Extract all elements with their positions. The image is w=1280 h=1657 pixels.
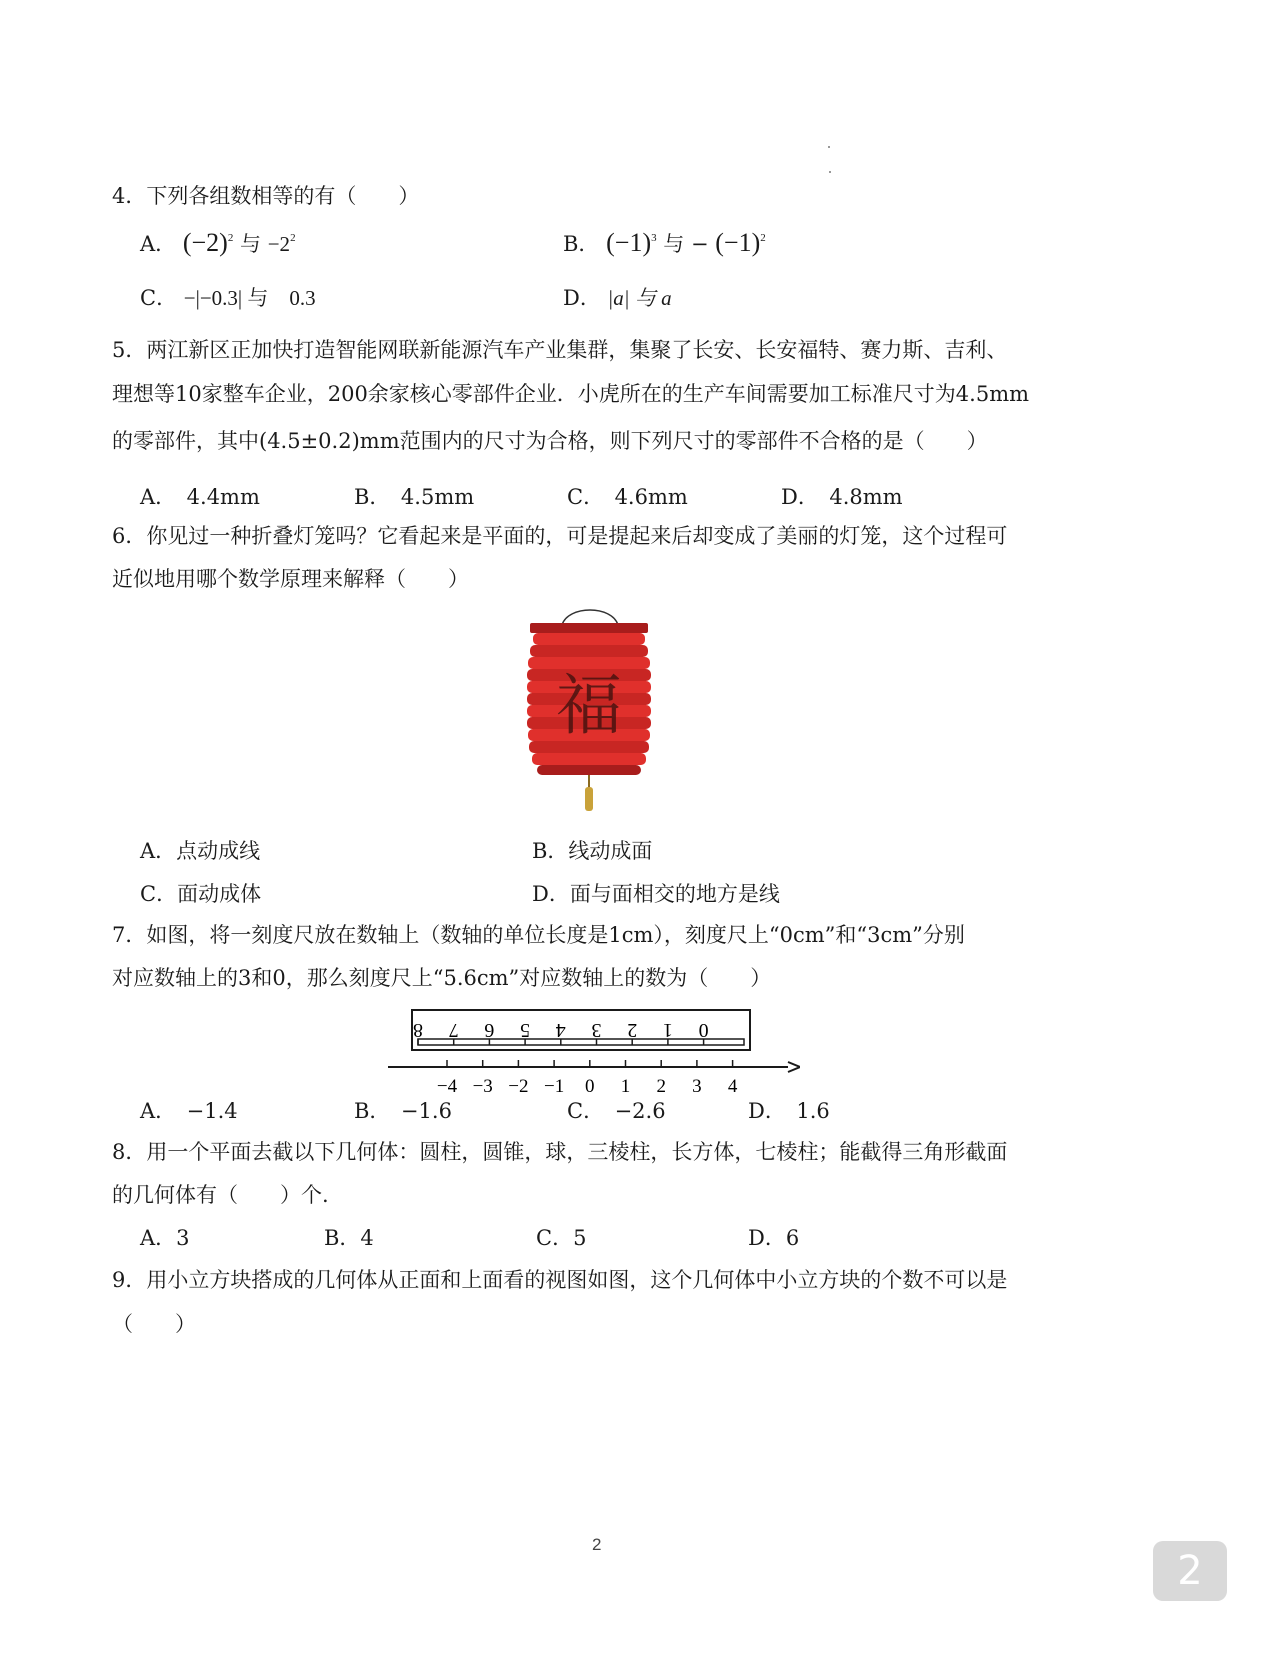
ruler-number-line-figure	[380, 1008, 800, 1100]
q4-option-d	[563, 282, 672, 312]
q6-option-b: B．线动成面	[532, 839, 653, 863]
q7-option-d: D． 1.6	[748, 1099, 830, 1123]
scan-speck	[829, 171, 831, 173]
q4-option-a	[140, 228, 296, 258]
math-base: (−1)	[606, 228, 652, 257]
q5-line-3: 的零部件，其中(4.5±0.2)mm范围内的尺寸为合格，则下列尺寸的零部件不合格的是（ ）	[112, 429, 988, 453]
axis-tick-label: 2	[656, 1076, 666, 1097]
option-label: B．	[563, 232, 600, 256]
page-badge[interactable]: 2	[1153, 1541, 1227, 1601]
option-label: C．	[140, 286, 178, 310]
math-exponent: 2	[227, 232, 234, 244]
ruler-mark-label: 7	[448, 1019, 459, 1041]
ruler-mark-label: 1	[662, 1019, 673, 1041]
q8-option-d: D．6	[748, 1226, 800, 1250]
math-base: (−2)	[182, 228, 228, 257]
option-text: −|−0.3| 与 0.3	[183, 286, 316, 310]
axis-tick-label: −2	[508, 1076, 529, 1097]
q9-line-2: （ ）	[112, 1312, 196, 1336]
q8-line-1: 8．用一个平面去截以下几何体：圆柱，圆锥，球，三棱柱，长方体，七棱柱；能截得三角形截面	[112, 1140, 1008, 1164]
q6-line-1: 6．你见过一种折叠灯笼吗？它看起来是平面的，可是提起来后却变成了美丽的灯笼，这个过程可	[112, 524, 1008, 548]
q5-line-1: 5．两江新区正加快打造智能网联新能源汽车产业集群，集聚了长安、长安福特、赛力斯、吉利、	[112, 338, 1008, 362]
math-base: −2	[267, 232, 291, 256]
axis-tick-label: 0	[585, 1076, 595, 1097]
axis-tick-label: −1	[543, 1076, 565, 1097]
q6-option-a: A．点动成线	[140, 839, 261, 863]
connector: 与 −	[663, 232, 709, 256]
lantern-character: 福	[556, 667, 622, 744]
ruler-mark-label: 2	[627, 1019, 638, 1041]
ruler-mark-label: 3	[591, 1019, 602, 1041]
option-text: |a| 与 a	[607, 286, 672, 310]
math-exponent: 3	[651, 232, 657, 244]
q7-option-b: B． −1.6	[354, 1099, 452, 1123]
connector: 与	[240, 232, 268, 256]
ruler-mark-label: 8	[413, 1019, 423, 1041]
q8-line-2: 的几何体有（ ）个.	[112, 1183, 329, 1207]
q9-line-1: 9．用小立方块搭成的几何体从正面和上面看的视图如图，这个几何体中小立方块的个数不可以是	[112, 1268, 1008, 1292]
ruler-mark-label: 0	[698, 1019, 709, 1041]
q8-option-b: B．4	[324, 1226, 374, 1250]
q7-option-c: C． −2.6	[567, 1099, 666, 1123]
ruler-scale-strip	[418, 1039, 744, 1045]
q5-line-2: 理想等10家整车企业，200余家核心零部件企业．小虎所在的生产车间需要加工标准尺寸为4.5mm	[112, 382, 1030, 406]
q4-option-b	[563, 228, 766, 258]
axis-tick-label: 4	[727, 1076, 738, 1097]
q4-option-c	[140, 282, 316, 312]
ruler-mark-label: 4	[555, 1019, 566, 1041]
folding-lantern-image	[520, 603, 660, 828]
q5-option-b: B． 4.5mm	[354, 485, 475, 509]
axis-tick-label: −3	[472, 1076, 493, 1097]
q8-option-a: A．3	[140, 1226, 190, 1250]
axis-tick-label: 1	[620, 1076, 631, 1097]
q4-stem: 4．下列各组数相等的有（ ）	[112, 184, 420, 208]
ruler-mark-label: 6	[484, 1019, 495, 1041]
math-base: (−1)	[715, 228, 761, 257]
axis-tick-label: 3	[692, 1076, 702, 1097]
q7-line-1: 7．如图，将一刻度尺放在数轴上（数轴的单位长度是1cm），刻度尺上“0cm”和“3cm”分别	[112, 923, 965, 947]
axis-tick-label: −4	[436, 1076, 458, 1097]
q6-option-d: D．面与面相交的地方是线	[532, 882, 780, 906]
q5-option-c: C． 4.6mm	[567, 485, 688, 509]
q7-line-2: 对应数轴上的3和0，那么刻度尺上“5.6cm”对应数轴上的数为（ ）	[112, 966, 772, 990]
q6-option-c: C．面动成体	[140, 882, 262, 906]
q5-option-a: A． 4.4mm	[140, 485, 260, 509]
q5-option-d: D． 4.8mm	[781, 485, 903, 509]
math-exponent: 2	[760, 232, 766, 244]
ruler-mark-label: 5	[520, 1019, 531, 1041]
ruler-marks	[413, 1019, 709, 1045]
scan-speck	[828, 146, 830, 148]
option-label: D．	[563, 286, 601, 310]
math-exponent: 2	[290, 232, 296, 244]
axis-arrow-icon	[788, 1062, 800, 1072]
option-label: A．	[140, 232, 177, 256]
page-number: 2	[592, 1535, 602, 1554]
q6-line-2: 近似地用哪个数学原理来解释（ ）	[112, 567, 469, 591]
q8-option-c: C．5	[536, 1226, 587, 1250]
axis-ticks	[437, 1060, 738, 1097]
q7-option-a: A． −1.4	[140, 1099, 238, 1123]
